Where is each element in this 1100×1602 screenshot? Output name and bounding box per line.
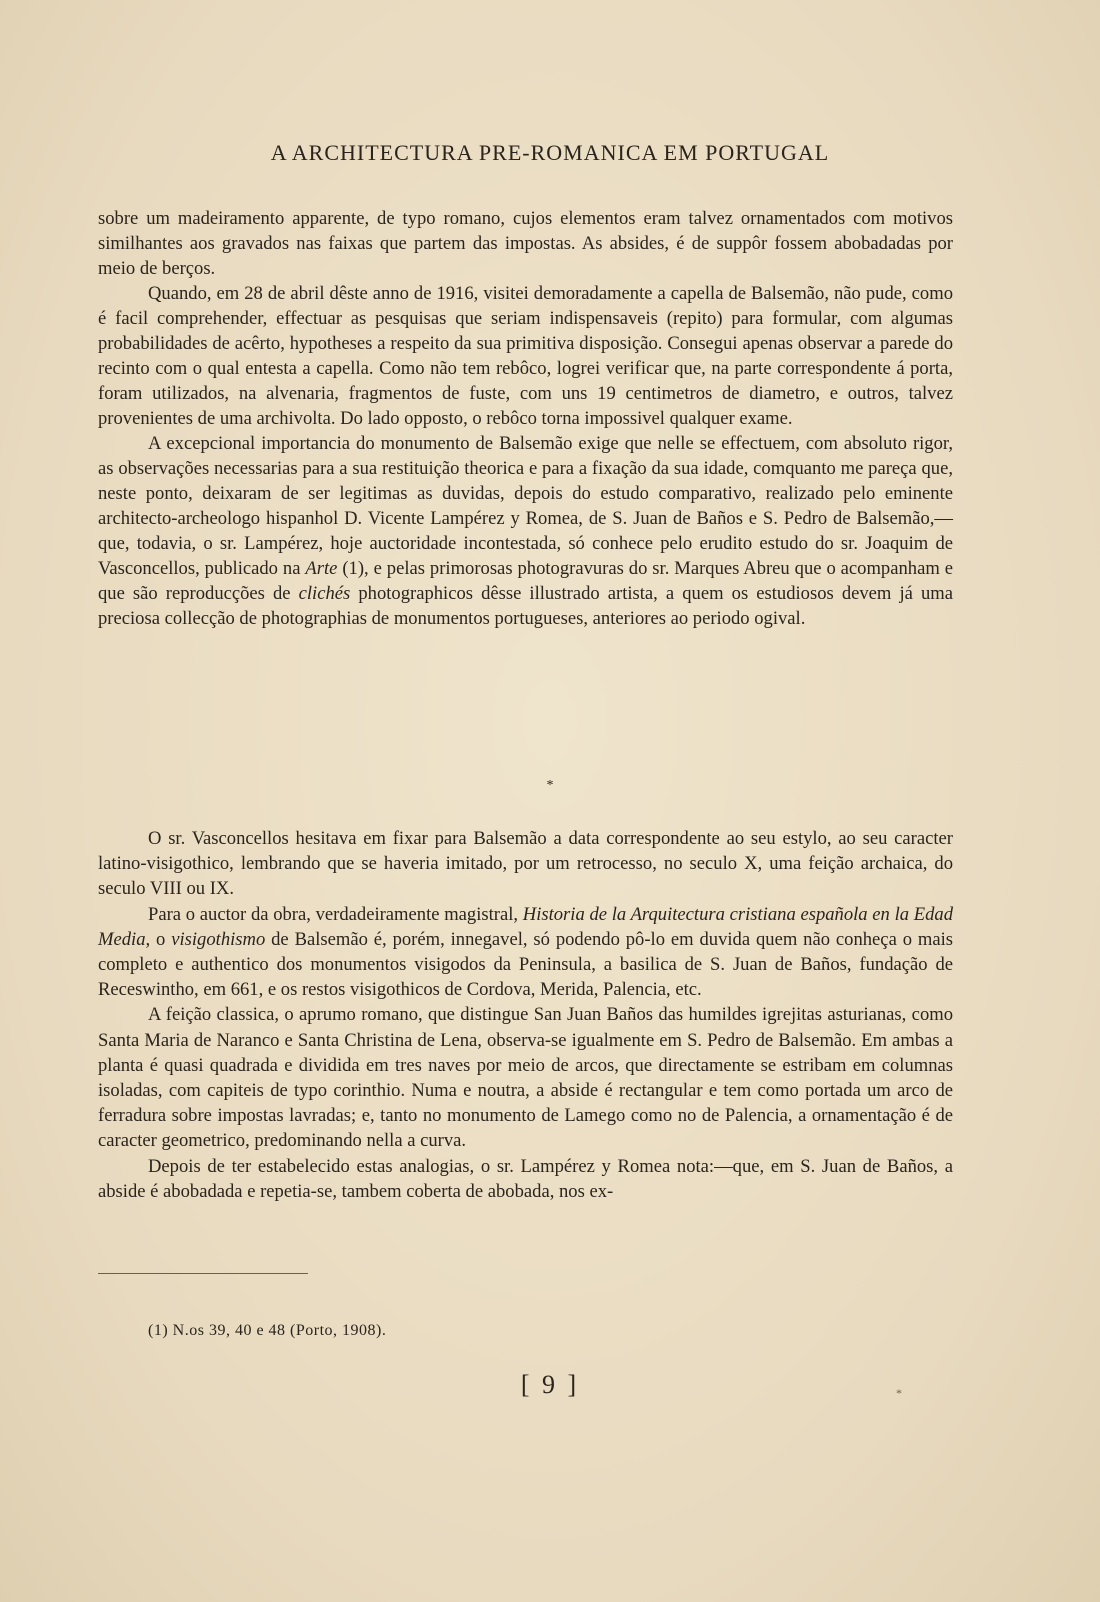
paragraph-1: sobre um madeiramento apparente, de typo romano, cujos elementos eram talvez ornamentados com motivos similhantes aos gravados nas faixas que partem das impostas. As absides, é de suppôr fossem abobadadas por meio de berços. xyxy=(98,208,953,279)
footnote: (1) N.os 39, 40 e 48 (Porto, 1908). xyxy=(148,1322,387,1339)
paragraph-5-text-b: o xyxy=(150,928,172,950)
running-title: A ARCHITECTURA PRE-ROMANICA EM PORTUGAL xyxy=(270,140,830,165)
paragraph-3 xyxy=(98,431,953,631)
paragraph-7: Depois de ter estabelecido estas analogias, o sr. Lampérez y Romea nota:—que, em S. Juan de Baños, a abside é abobadada e repetia-se, tambem coberta de abobada, nos ex- xyxy=(98,1155,953,1202)
paragraph-4: O sr. Vasconcellos hesitava em fixar para Balsemão a data correspondente ao seu estylo, ao seu caracter latino-visigothico, lembrando que se haveria imitado, por um retrocesso, no seculo X, uma feição archaica, do seculo VIII ou IX. xyxy=(98,828,953,900)
cliches-term: clichés xyxy=(298,583,351,604)
section-1 xyxy=(98,206,953,631)
page-number: [ 9 ] xyxy=(520,1370,580,1399)
journal-title-arte: Arte xyxy=(305,558,338,579)
paragraph-2: Quando, em 28 de abril dêste anno de 1916, visitei demoradamente a capella de Balsemão, não pude, como é facil comprehender, effectuar as pesquisas que seriam indispensaveis (repito) para formular, com algumas probabilidades de acêrto, hypotheses a respeito da sua primitiva disposição. Consegui apenas observar a parede do recinto com o qual entesta a capella. Como não tem rebôco, logrei verificar que, na parte correspondente á porta, foram utilizados, na alvenaria, fragmentos de fuste, com uns 19 centimetros de diametro, e outros, talvez provenientes de uma archivolta. Do lado opposto, o rebôco torna impossivel qualquer exame. xyxy=(98,283,953,429)
visigothismo-term: visigothismo xyxy=(171,928,266,950)
paragraph-6: A feição classica, o aprumo romano, que distingue San Juan Baños das humildes igrejitas asturianas, como Santa Maria de Naranco e Santa Christina de Lena, observa-se igualmente em S. Pedro de Balsemão. Em ambas a planta é quasi quadrada e dividida em tres naves por meio de arcos, que directamente se estribam em columnas isoladas, com capiteis de typo corinthio. Numa e noutra, a abside é rectangular e tem como portada um arco de ferradura sobre impostas lavradas; e, tanto no monumento de Lamego como no de Palencia, a ornamentação é de caracter geometrico, predominando nella a curva. xyxy=(98,1004,953,1152)
section-separator: * xyxy=(546,778,554,793)
footnote-divider xyxy=(98,1273,308,1274)
section-2 xyxy=(98,826,953,1204)
corner-mark: * xyxy=(896,1386,902,1400)
paragraph-5-text-a: Para o auctor da obra, verdadeiramente magistral, xyxy=(148,903,523,925)
paragraph-5 xyxy=(98,902,953,1003)
paragraph-3-text-c: photographicos dêsse illustrado artista, a quem os estudiosos devem já uma preciosa collecção de photographias de monumentos portugueses, anteriores ao periodo ogival. xyxy=(98,583,953,629)
book-title: Historia de la Arquitectura cristiana española en la Edad Media, xyxy=(98,903,953,950)
paragraph-5-text-c: de Balsemão é, porém, innegavel, só podendo pô-lo em duvida quem não conheça o mais completo e authentico dos monumentos visigodos da Peninsula, a basilica de S. Juan de Baños, fundação de Receswintho, em 661, e os restos visigothicos de Cordova, Merida, Palencia, etc. xyxy=(98,928,954,1001)
paragraph-3-text-a: A excepcional importancia do monumento de Balsemão exige que nelle se effectuem, com absoluto rigor, as observações necessarias para a sua restituição theorica e para a fixação da sua idade, comquanto me pareça que, neste ponto, deixaram de ser legitimas as duvidas, depois do estudo comparativo, realizado pelo eminente architecto-archeologo hispanhol D. Vicente Lampérez y Romea, de S. Juan de Baños e S. Pedro de Balsemão,— que, todavia, o sr. Lampérez, hoje auctoridade incontestada, só conhece pelo erudito estudo do sr. Joaquim de Vasconcellos, publicado na xyxy=(98,433,953,579)
paragraph-3-text-b: (1), e pelas primorosas photogravuras do sr. Marques Abreu que o acompanham e que são reproducções de xyxy=(98,558,953,604)
